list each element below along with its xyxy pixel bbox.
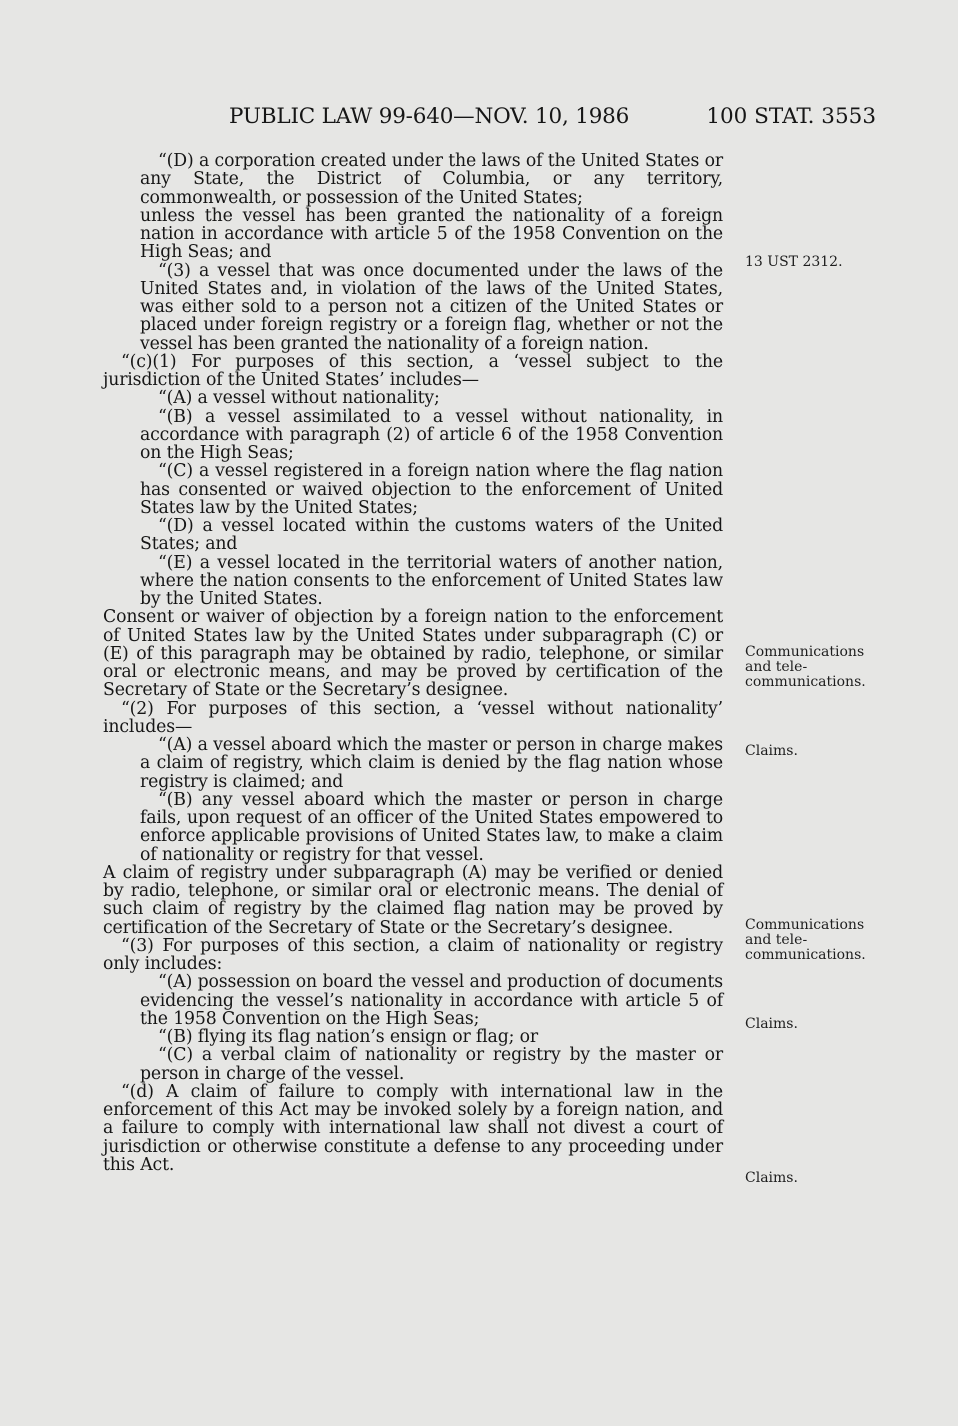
paragraph: “(A) possession on board the vessel and production of documents evidencing the vessel’s nationality in accordance with article 5 of the 1958 Convention on the High Seas;	[140, 972, 723, 1029]
paragraph: “(B) any vessel aboard which the master or person in charge fails, upon request of an officer of the United States empowered to enforce applicable provisions of United States law, to make a claim of nationality or registry for that vessel.	[140, 789, 723, 865]
subparagraph-list	[103, 973, 723, 1083]
paragraph: Consent or waiver of objection by a foreign nation to the enforcement of United States law by the United States under subparagraph (C) or (E) of this paragraph may be obtained by radio, telephone, or similar oral or electronic means, and may be proved by certification of the Secretary of State or the Secretary’s designee.	[103, 607, 723, 701]
paragraph: “(c)(1) For purposes of this section, a ‘vessel subject to the jurisdiction of the United States’ includes—	[103, 351, 723, 390]
paragraph: “(3) For purposes of this section, a claim of nationality or registry only includes:	[103, 935, 723, 974]
margin-note-claims: Claims.	[745, 1170, 798, 1186]
subparagraph-list	[103, 389, 723, 608]
paragraph: “(B) a vessel assimilated to a vessel without nationality, in accordance with paragraph (2) of article 6 of the 1958 Convention on the High Seas;	[140, 406, 723, 463]
document-body	[103, 152, 723, 1174]
page-number: 100 STAT. 3553	[706, 104, 876, 129]
paragraph: “(A) a vessel without nationality;	[158, 388, 440, 409]
paragraph: “(3) a vessel that was once documented under the laws of the United States and, in violation of the laws of the United States, was either sold to a person not a citizen of the United States or placed under foreign registry or a foreign flag, whether or not the vessel has been granted the nationality of a foreign nation.	[140, 260, 723, 354]
paragraph: “(E) a vessel located in the territorial waters of another nation, where the nation consents to the enforcement of United States law by the United States.	[140, 552, 723, 609]
paragraph: unless the vessel has been granted the nationality of a foreign nation in accordance with article 5 of the 1958 Convention on the High Seas; and	[140, 205, 723, 263]
paragraph: “(C) a verbal claim of nationality or registry by the master or person in charge of the vessel.	[140, 1045, 723, 1084]
paragraph: “(D) a vessel located within the customs waters of the United States; and	[140, 516, 723, 555]
margin-note-communications: Communications and tele-communications.	[745, 644, 866, 690]
paragraph: “(D) a corporation created under the laws of the United States or any State, the District of Columbia, or any territory, commonwealth, or possession of the United States;	[140, 151, 723, 208]
page-header	[229, 104, 876, 144]
page-title: PUBLIC LAW 99-640—NOV. 10, 1986	[229, 104, 630, 129]
paragraph: “(B) flying its flag nation’s ensign or flag; or	[158, 1027, 538, 1047]
margin-note-claims: Claims.	[745, 1016, 798, 1032]
paragraph: “(C) a vessel registered in a foreign nation where the flag nation has consented or waived objection to the enforcement of United States law by the United States;	[140, 461, 723, 518]
paragraph: “(2) For purposes of this section, a ‘vessel without nationality’ includes—	[103, 698, 723, 737]
margin-note-citation: 13 UST 2312.	[745, 254, 843, 270]
paragraph: “(d) A claim of failure to comply with international law in the enforcement of this Act may be invoked solely by a foreign nation, and a failure to comply with international law shall not divest a court of jurisdiction or otherwise constitute a defense to any proceeding under this Act.	[103, 1081, 723, 1175]
margin-note-claims: Claims.	[745, 743, 798, 759]
paragraph: A claim of registry under subparagraph (A) may be verified or denied by radio, telephone, or similar oral or electronic means. The denial of such claim of registry by the claimed flag nation may be proved by certification of the Secretary of State or the Secretary’s designee.	[103, 862, 723, 938]
subparagraph-list	[103, 736, 723, 864]
paragraph: “(A) a vessel aboard which the master or person in charge makes a claim of registry, which claim is denied by the flag nation whose registry is claimed; and	[140, 735, 723, 792]
margin-note-communications: Communications and tele-communications.	[745, 917, 866, 963]
clause-d-block	[103, 152, 723, 207]
